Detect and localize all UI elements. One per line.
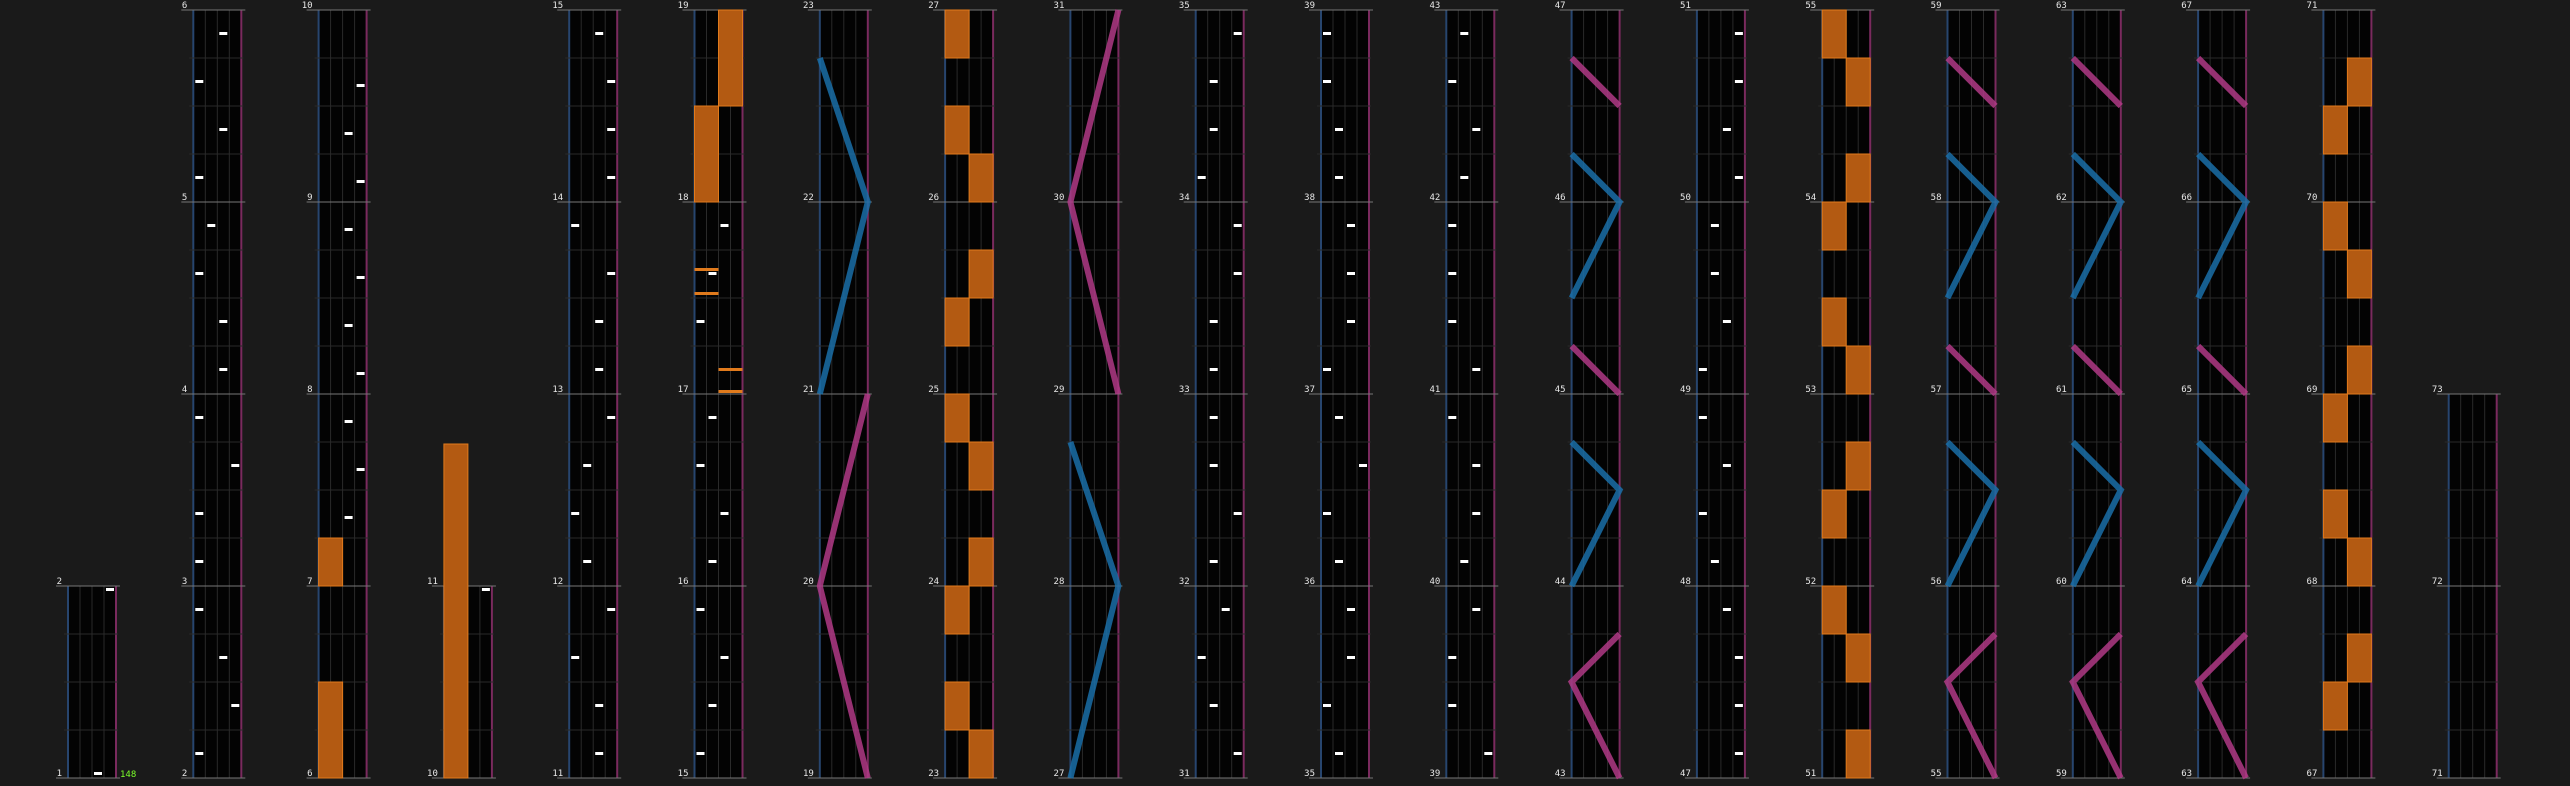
chip-note xyxy=(607,416,615,419)
chip-note xyxy=(1347,272,1355,275)
hold-note xyxy=(1822,202,1846,250)
chip-note xyxy=(1234,272,1242,275)
chip-note xyxy=(345,516,353,519)
chip-note xyxy=(571,224,579,227)
hold-note xyxy=(945,682,969,730)
chip-note xyxy=(1198,656,1206,659)
chip-note xyxy=(1735,656,1743,659)
measure-number: 26 xyxy=(928,193,940,203)
hold-note xyxy=(2347,250,2371,298)
chip-note xyxy=(1448,320,1456,323)
measure-number: 42 xyxy=(1429,193,1441,203)
measure-number: 71 xyxy=(2306,1,2318,11)
chip-note xyxy=(1323,32,1331,35)
chip-note xyxy=(1323,80,1331,83)
chip-note xyxy=(1347,320,1355,323)
measure-number: 33 xyxy=(1178,385,1190,395)
hold-note xyxy=(969,730,993,778)
chip-note xyxy=(1460,32,1468,35)
measure-number: 46 xyxy=(1554,193,1566,203)
measure-number: 39 xyxy=(1429,769,1441,779)
measure-number: 14 xyxy=(552,193,564,203)
chip-note xyxy=(709,704,717,707)
hold-note xyxy=(1822,10,1846,58)
measure-number: 9 xyxy=(307,193,313,203)
measure-number: 6 xyxy=(181,1,188,11)
chip-note xyxy=(231,704,239,707)
measure-number: 13 xyxy=(552,385,564,395)
hold-note xyxy=(1822,490,1846,538)
chip-note xyxy=(1448,272,1456,275)
measure-number: 67 xyxy=(2181,1,2193,11)
chip-note xyxy=(1323,704,1331,707)
chip-note xyxy=(1210,416,1218,419)
measure-number: 57 xyxy=(1930,385,1942,395)
chip-note xyxy=(1347,656,1355,659)
measure-number: 43 xyxy=(1554,769,1566,779)
chip-note xyxy=(607,80,615,83)
chip-note xyxy=(1335,752,1343,755)
chip-note xyxy=(1723,320,1731,323)
chip-note xyxy=(1210,80,1218,83)
measure-number: 6 xyxy=(307,769,313,779)
chip-note xyxy=(1472,512,1480,515)
hold-note xyxy=(1846,346,1870,394)
chip-note xyxy=(607,608,615,611)
chip-note xyxy=(595,32,603,35)
chip-note xyxy=(1448,416,1456,419)
measure-number: 56 xyxy=(1930,577,1942,587)
chip-note xyxy=(1699,368,1707,371)
measure-number: 66 xyxy=(2181,193,2193,203)
hold-note xyxy=(1846,634,1870,682)
chip-note xyxy=(357,276,365,279)
chip-note xyxy=(571,656,579,659)
chip-note xyxy=(1335,128,1343,131)
hold-note xyxy=(1846,730,1870,778)
hold-note xyxy=(1846,442,1870,490)
chip-note xyxy=(1735,80,1743,83)
hold-note xyxy=(2323,202,2347,250)
measure-number: 58 xyxy=(1930,193,1942,203)
hold-note xyxy=(2347,58,2371,106)
measure-number: 17 xyxy=(677,385,689,395)
bpm-label: 148 xyxy=(120,770,137,780)
chip-note xyxy=(1448,224,1456,227)
measure-number: 47 xyxy=(1554,1,1566,11)
chip-note xyxy=(1711,560,1719,563)
chip-note xyxy=(595,752,603,755)
chip-note xyxy=(1699,512,1707,515)
measure-number: 32 xyxy=(1178,577,1190,587)
measure-number: 62 xyxy=(2055,193,2067,203)
chip-note xyxy=(1198,176,1206,179)
measure-number: 16 xyxy=(677,577,689,587)
chip-note xyxy=(1460,560,1468,563)
chip-note xyxy=(709,272,717,275)
chip-note xyxy=(195,80,203,83)
measure-number: 70 xyxy=(2306,193,2318,203)
measure-number: 55 xyxy=(1805,1,1817,11)
chip-note xyxy=(357,84,365,87)
chip-note xyxy=(583,560,591,563)
hold-note xyxy=(969,154,993,202)
chip-note xyxy=(709,560,717,563)
chip-note xyxy=(1711,224,1719,227)
chip-note xyxy=(1735,752,1743,755)
chip-note xyxy=(595,320,603,323)
measure-number: 36 xyxy=(1304,577,1315,587)
chip-note xyxy=(721,512,729,515)
hold-note xyxy=(2323,682,2347,730)
hold-note xyxy=(969,442,993,490)
hold-note xyxy=(2323,490,2347,538)
chip-note xyxy=(195,176,203,179)
measure-number: 49 xyxy=(1680,385,1691,395)
measure-number: 7 xyxy=(307,577,313,587)
measure-number: 43 xyxy=(1429,1,1441,11)
chip-note xyxy=(595,704,603,707)
chip-note xyxy=(1472,608,1480,611)
measure-number: 51 xyxy=(1805,769,1817,779)
chip-note xyxy=(195,272,203,275)
chip-note xyxy=(607,128,615,131)
measure-number: 31 xyxy=(1053,1,1065,11)
measure-number: 61 xyxy=(2055,385,2067,395)
measure-number: 21 xyxy=(802,385,814,395)
hold-note xyxy=(945,10,969,58)
chip-note xyxy=(195,560,203,563)
measure-number: 27 xyxy=(928,1,940,11)
measure-number: 45 xyxy=(1554,385,1566,395)
fx-note xyxy=(719,368,743,371)
chip-note xyxy=(357,180,365,183)
chip-note xyxy=(697,320,705,323)
hold-note xyxy=(969,538,993,586)
hold-note xyxy=(1846,58,1870,106)
hold-note xyxy=(2323,394,2347,442)
measure-number: 11 xyxy=(427,577,438,587)
chip-note xyxy=(1335,416,1343,419)
measure-number: 71 xyxy=(2431,769,2443,779)
chip-note xyxy=(721,224,729,227)
chip-note xyxy=(357,372,365,375)
measure-number: 52 xyxy=(1805,577,1817,587)
measure-number: 63 xyxy=(2055,1,2067,11)
measure-number: 69 xyxy=(2306,385,2318,395)
measure-number: 29 xyxy=(1053,385,1065,395)
chip-note xyxy=(1234,752,1242,755)
measure-number: 5 xyxy=(181,193,188,203)
chip-note xyxy=(1234,32,1242,35)
chip-note xyxy=(231,464,239,467)
hold-note xyxy=(444,444,468,778)
measure-number: 63 xyxy=(2181,769,2193,779)
hold-note xyxy=(319,682,343,778)
measure-number: 67 xyxy=(2306,769,2318,779)
measure-number: 30 xyxy=(1053,193,1065,203)
chip-note xyxy=(697,752,705,755)
hold-note xyxy=(945,106,969,154)
chip-note xyxy=(1472,464,1480,467)
measure-number: 15 xyxy=(552,1,564,11)
chip-note xyxy=(1735,176,1743,179)
hold-note xyxy=(319,538,343,586)
measure-number: 59 xyxy=(1930,1,1942,11)
measure-number: 47 xyxy=(1680,769,1691,779)
chip-note xyxy=(94,772,102,775)
measure-number: 60 xyxy=(2055,577,2067,587)
chip-note xyxy=(1347,224,1355,227)
chip-note xyxy=(1323,368,1331,371)
chip-note xyxy=(1472,368,1480,371)
hold-note xyxy=(945,298,969,346)
measure-number: 51 xyxy=(1680,1,1691,11)
measure-number: 25 xyxy=(928,385,940,395)
measure-number: 10 xyxy=(427,769,438,779)
chip-note xyxy=(482,588,490,591)
measure-number: 22 xyxy=(802,193,814,203)
chip-note xyxy=(345,228,353,231)
measure-number: 68 xyxy=(2306,577,2318,587)
chip-note xyxy=(1210,320,1218,323)
measure-number: 18 xyxy=(677,193,689,203)
measure-number: 19 xyxy=(677,1,689,11)
measure-number: 59 xyxy=(2055,769,2067,779)
measure-number: 55 xyxy=(1930,769,1942,779)
measure-number: 2 xyxy=(56,577,62,587)
measure-number: 35 xyxy=(1304,769,1315,779)
measure-number: 39 xyxy=(1304,1,1315,11)
measure-number: 8 xyxy=(307,385,313,395)
chip-note xyxy=(1735,32,1743,35)
measure-number: 48 xyxy=(1680,577,1691,587)
chip-note xyxy=(357,468,365,471)
fx-note xyxy=(695,268,719,271)
chip-note xyxy=(195,512,203,515)
hold-note xyxy=(969,250,993,298)
measure-number: 1 xyxy=(56,769,62,779)
measure-number: 4 xyxy=(181,385,188,395)
chip-note xyxy=(697,608,705,611)
measure-number: 40 xyxy=(1429,577,1441,587)
measure-number: 28 xyxy=(1053,577,1065,587)
hold-note xyxy=(1822,298,1846,346)
measure-number: 27 xyxy=(1053,769,1065,779)
chip-note xyxy=(1323,512,1331,515)
chip-note xyxy=(595,368,603,371)
chip-note xyxy=(1210,560,1218,563)
chip-note xyxy=(607,272,615,275)
hold-note xyxy=(2347,634,2371,682)
chip-note xyxy=(709,416,717,419)
measure-number: 20 xyxy=(802,577,814,587)
measure-number: 64 xyxy=(2181,577,2193,587)
chip-note xyxy=(1472,128,1480,131)
measure-number: 2 xyxy=(181,769,188,779)
measure-number: 15 xyxy=(677,769,689,779)
measure-number: 11 xyxy=(552,769,564,779)
chip-note xyxy=(195,752,203,755)
chip-note xyxy=(607,176,615,179)
chip-note xyxy=(1723,608,1731,611)
chip-note xyxy=(1448,656,1456,659)
chip-note xyxy=(1711,272,1719,275)
chip-note xyxy=(1210,368,1218,371)
chip-note xyxy=(1484,752,1492,755)
fx-note xyxy=(719,390,743,393)
chip-note xyxy=(721,656,729,659)
measure-number: 35 xyxy=(1178,1,1190,11)
hold-note xyxy=(2347,346,2371,394)
chip-note xyxy=(1735,704,1743,707)
chip-note xyxy=(219,128,227,131)
hold-note xyxy=(945,394,969,442)
chip-note xyxy=(1448,80,1456,83)
chip-note xyxy=(219,320,227,323)
chip-note xyxy=(1699,416,1707,419)
chip-note xyxy=(1210,128,1218,131)
chip-note xyxy=(1723,128,1731,131)
chip-note xyxy=(571,512,579,515)
chip-note xyxy=(195,416,203,419)
chip-note xyxy=(219,32,227,35)
chip-note xyxy=(1210,464,1218,467)
chip-note xyxy=(1234,224,1242,227)
chip-note xyxy=(106,588,114,591)
chip-note xyxy=(1210,704,1218,707)
chip-note xyxy=(697,464,705,467)
chip-note xyxy=(1359,464,1367,467)
chip-note xyxy=(345,132,353,135)
chip-note xyxy=(583,464,591,467)
chip-note xyxy=(207,224,215,227)
measure-number: 34 xyxy=(1178,193,1190,203)
measure-number: 53 xyxy=(1805,385,1817,395)
chip-note xyxy=(195,608,203,611)
hold-note xyxy=(945,586,969,634)
hold-note xyxy=(1846,154,1870,202)
chip-note xyxy=(219,656,227,659)
hold-note xyxy=(695,106,719,202)
chip-note xyxy=(219,368,227,371)
chip-note xyxy=(1335,560,1343,563)
measure-number: 73 xyxy=(2431,385,2443,395)
measure-number: 65 xyxy=(2181,385,2193,395)
chip-note xyxy=(1347,608,1355,611)
measure-number: 19 xyxy=(802,769,814,779)
chip-note xyxy=(345,420,353,423)
fx-note xyxy=(695,292,719,295)
measure-number: 50 xyxy=(1680,193,1691,203)
chip-note xyxy=(1460,176,1468,179)
measure-number: 23 xyxy=(928,769,940,779)
measure-number: 12 xyxy=(552,577,564,587)
measure-number: 24 xyxy=(928,577,940,587)
measure-number: 41 xyxy=(1429,385,1441,395)
measure-number: 54 xyxy=(1805,193,1817,203)
measure-number: 38 xyxy=(1304,193,1315,203)
chip-note xyxy=(1723,464,1731,467)
measure-number: 3 xyxy=(181,577,188,587)
measure-number: 37 xyxy=(1304,385,1315,395)
chip-note xyxy=(1335,176,1343,179)
measure-number: 23 xyxy=(802,1,814,11)
hold-note xyxy=(719,10,743,106)
measure-number: 31 xyxy=(1178,769,1190,779)
chip-note xyxy=(1448,704,1456,707)
measure-number: 44 xyxy=(1554,577,1566,587)
hold-note xyxy=(2323,106,2347,154)
hold-note xyxy=(1822,586,1846,634)
measure-number: 10 xyxy=(301,1,313,11)
chip-note xyxy=(1234,512,1242,515)
hold-note xyxy=(2347,538,2371,586)
chip-note xyxy=(1222,608,1230,611)
chip-note xyxy=(345,324,353,327)
measure-number: 72 xyxy=(2431,577,2443,587)
